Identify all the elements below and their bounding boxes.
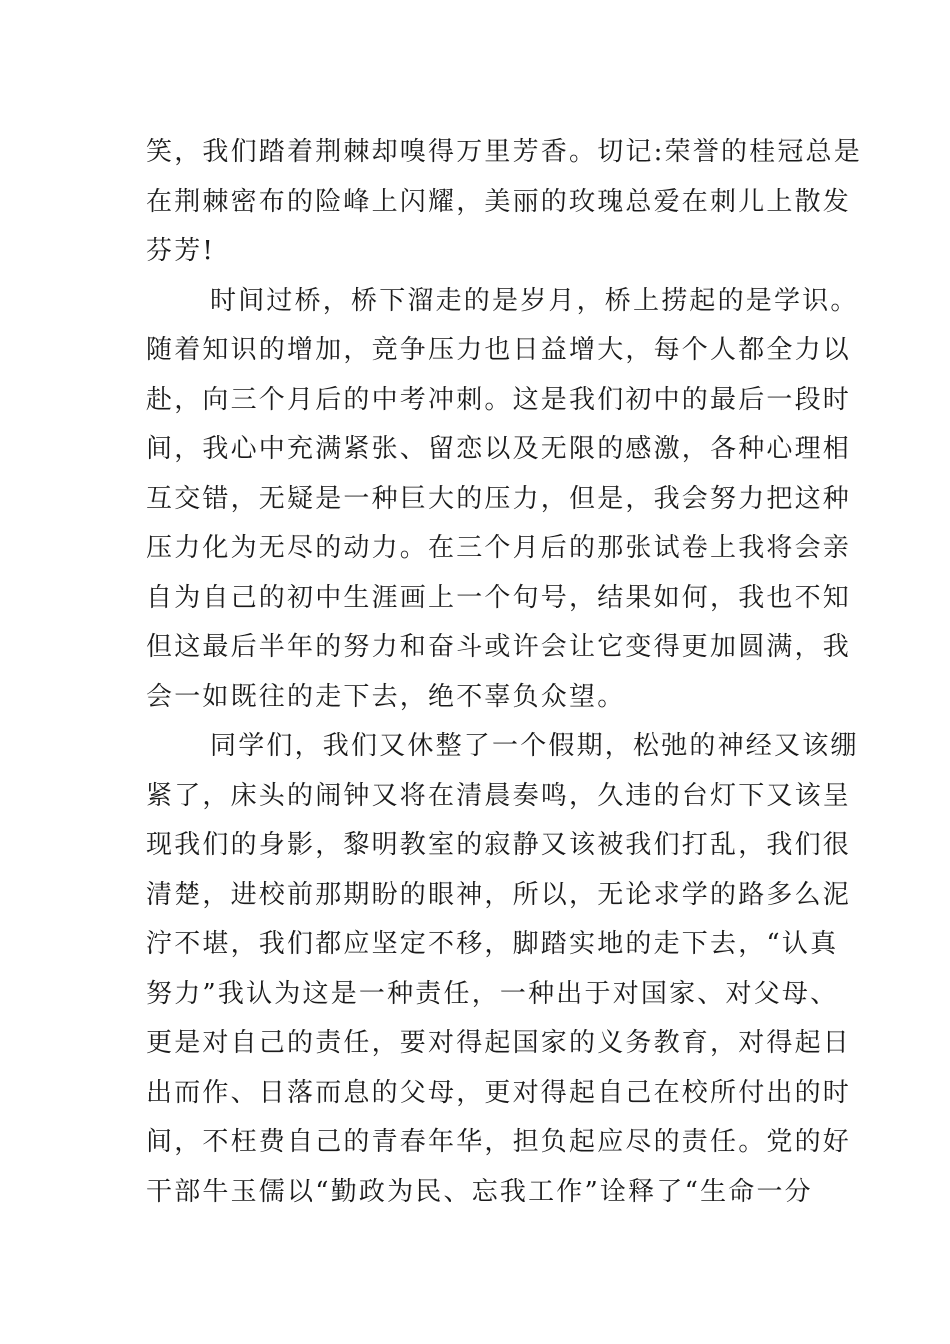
paragraph-3-line-1: 同学们，我们又休整了一个假期，松弛的神经又该绷 — [210, 731, 859, 761]
paragraph-3-line-10: 干部牛玉儒以“勤政为民、忘我工作”诠释了“生命一分 — [146, 1176, 813, 1207]
paragraph-3-line-4: 清楚，进校前那期盼的眼神，所以，无论求学的路多么泥 — [146, 879, 852, 910]
paragraph-2-line-4: 间，我心中充满紧张、留恋以及无限的感激，各种心理相 — [146, 434, 852, 464]
paragraph-3-line-3: 现我们的身影，黎明教室的寂静又该被我们打乱，我们很 — [146, 830, 852, 860]
paragraph-3-line-6: 努力”我认为这是一种责任，一种出于对国家、对父母、 — [146, 978, 839, 1009]
body-text — [146, 128, 862, 1217]
paragraph-2-line-6: 压力化为无尽的动力。在三个月后的那张试卷上我将会亲 — [146, 533, 852, 563]
paragraph-2-line-5: 互交错，无疑是一种巨大的压力，但是，我会努力把这种 — [146, 483, 852, 514]
paragraph-3-line-2: 紧了，床头的闹钟又将在清晨奏鸣，久违的台灯下又该呈 — [146, 780, 852, 811]
paragraph-2-line-9: 会一如既往的走下去，绝不辜负众望。 — [146, 681, 626, 712]
paragraph-3-line-5: 泞不堪，我们都应坚定不移，脚踏实地的走下去，“认真 — [146, 929, 839, 959]
paragraph-1-line-2: 在荆棘密布的险峰上闪耀，美丽的玫瑰总爱在刺儿上散发 — [146, 186, 852, 217]
paragraph-2-line-7: 自为自己的初中生涯画上一个句号，结果如何，我也不知 — [146, 582, 852, 613]
paragraph-2-line-2: 随着知识的增加，竞争压力也日益增大，每个人都全力以 — [146, 335, 852, 365]
paragraph-3-line-9: 间，不枉费自己的青春年华，担负起应尽的责任。党的好 — [146, 1127, 852, 1157]
paragraph-2-line-1: 时间过桥，桥下溜走的是岁月，桥上捞起的是学识。 — [210, 285, 859, 316]
paragraph-1-line-3: 芬芳! — [146, 236, 216, 266]
paragraph-3-line-8: 出而作、日落而息的父母，更对得起自己在校所付出的时 — [146, 1077, 852, 1108]
paragraph-1-line-1: 笑，我们踏着荆棘却嗅得万里芳香。切记:荣誉的桂冠总是 — [146, 137, 862, 167]
paragraph-2-line-8: 但这最后半年的努力和奋斗或许会让它变得更加圆满，我 — [146, 632, 852, 662]
paragraph-2-line-3: 赴，向三个月后的中考冲刺。这是我们初中的最后一段时 — [146, 384, 852, 415]
paragraph-3-line-7: 更是对自己的责任，要对得起国家的义务教育，对得起日 — [146, 1028, 852, 1058]
